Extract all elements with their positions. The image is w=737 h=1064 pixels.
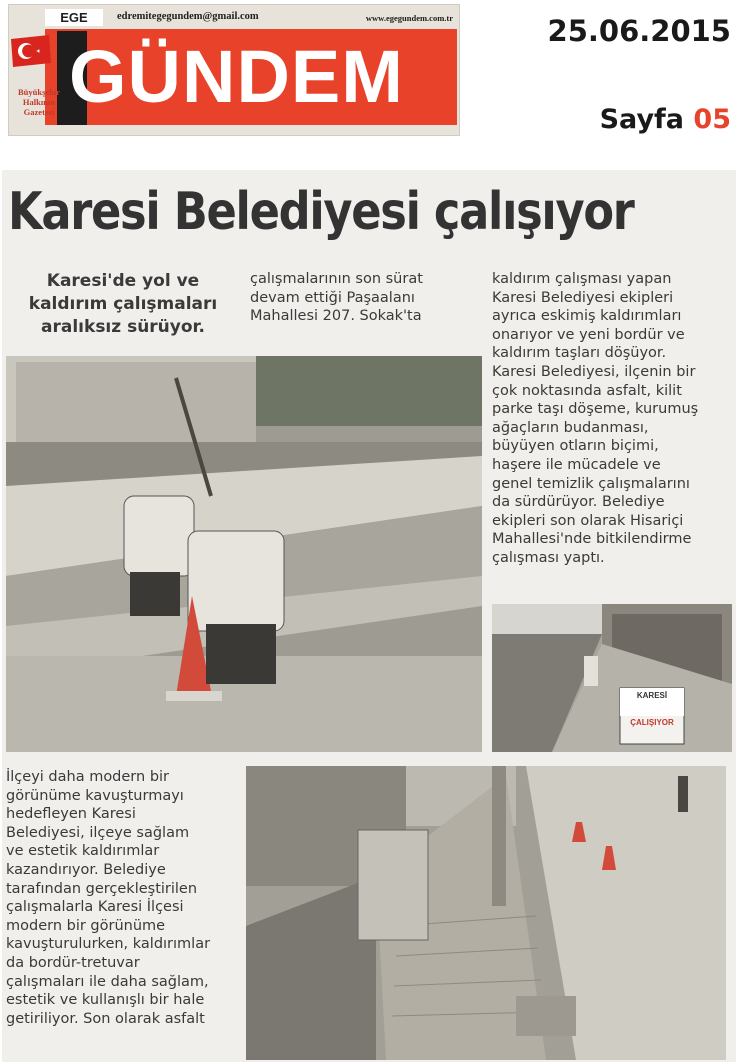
column-line: tarafından gerçekleştirilen: [6, 880, 198, 897]
column-line: da sürdürüyor. Belediye: [492, 494, 665, 511]
sign-line-bottom: ÇALIŞIYOR: [630, 718, 674, 727]
turkish-flag-icon: [9, 33, 53, 69]
masthead-region-tag: EGE: [45, 9, 103, 26]
column-line: estetik ve kullanışlı bir hale: [6, 992, 205, 1009]
photo-sidewalk-paving: [246, 766, 726, 1060]
subheading-line: aralıksız sürüyor.: [41, 317, 205, 337]
article-headline: Karesi Belediyesi çalışıyor: [8, 182, 634, 242]
sign-line-top: KARESİ: [636, 691, 668, 700]
column-line: kaldırım taşları döşüyor.: [492, 345, 667, 362]
article-column-3: [492, 270, 732, 568]
column-line: çalışmaları ile daha sağlam,: [6, 973, 209, 990]
page-label: Sayfa: [599, 104, 685, 135]
column-line: İlçeyi daha modern bir: [6, 769, 170, 785]
column-line: Karesi Belediyesi ekipleri: [492, 289, 674, 306]
subheading-line: Karesi'de yol ve: [46, 271, 200, 291]
photo-street-sign: [492, 604, 732, 752]
column-line: Karesi Belediyesi, ilçenin bir: [492, 363, 696, 380]
issue-date: 25.06.2015: [547, 14, 731, 48]
masthead: [8, 4, 460, 136]
column-line: Mahallesi'nde bitkilendirme: [492, 531, 692, 548]
column-line: ağaçların budanması,: [492, 419, 649, 436]
column-line: genel temizlik çalışmalarını: [492, 475, 690, 492]
street-sign: [620, 690, 684, 728]
column-line: Belediyesi, ilçeye sağlam: [6, 824, 190, 841]
masthead-website: www.egegundem.com.tr: [365, 13, 453, 23]
column-line: kaldırım çalışması yapan: [492, 271, 672, 287]
column-line: ayrıca eskimiş kaldırımları: [492, 308, 682, 325]
column-line: kavuşturulurken, kaldırımlar: [6, 936, 211, 953]
column-line: ve estetik kaldırımlar: [6, 843, 160, 860]
column-line: ekipleri son olarak Hisariçi: [492, 512, 684, 529]
article-column-2: [250, 270, 470, 326]
masthead-subtitle-line: Gazetesi: [23, 107, 55, 117]
column-line: devam ettiği Paşaalanı: [250, 289, 415, 306]
column-line: büyüyen otların biçimi,: [492, 438, 659, 455]
page-indicator: [600, 104, 731, 135]
column-line: parke taşı döşeme, kurumuş: [492, 401, 699, 418]
column-line: çok noktasında asfalt, kilit: [492, 382, 682, 399]
column-line: çalışmalarla Karesi İlçesi: [6, 899, 184, 916]
column-line: haşere ile mücadele ve: [492, 456, 661, 473]
masthead-title: GÜNDEM: [69, 35, 404, 118]
article-clipping: [2, 170, 736, 1062]
masthead-subtitle: [9, 87, 69, 117]
article-column-4: [6, 768, 242, 1028]
subheading-line: kaldırım çalışmaları: [28, 294, 218, 314]
column-line: çalışmalarının son sürat: [250, 271, 423, 287]
photo-workers-curb: [6, 356, 482, 752]
column-line: da bordür-tretuvar: [6, 954, 140, 971]
column-line: modern bir görünüme: [6, 917, 166, 934]
column-line: Mahallesi 207. Sokak'ta: [250, 308, 422, 325]
masthead-subtitle-line: Halkının: [22, 97, 56, 107]
column-line: kazandırıyor. Belediye: [6, 861, 166, 878]
column-line: çalışması yaptı.: [492, 549, 605, 566]
masthead-subtitle-line: Büyükşehir: [17, 87, 61, 97]
column-line: onarıyor ve yeni bordür ve: [492, 326, 685, 343]
column-line: getiriliyor. Son olarak asfalt: [6, 1010, 205, 1027]
masthead-email: edremitegegundem@gmail.com: [117, 11, 259, 22]
column-line: görünüme kavuşturmayı: [6, 787, 184, 804]
page-number: 05: [693, 104, 731, 135]
article-subheading: [10, 270, 236, 339]
column-line: hedefleyen Karesi: [6, 806, 136, 823]
